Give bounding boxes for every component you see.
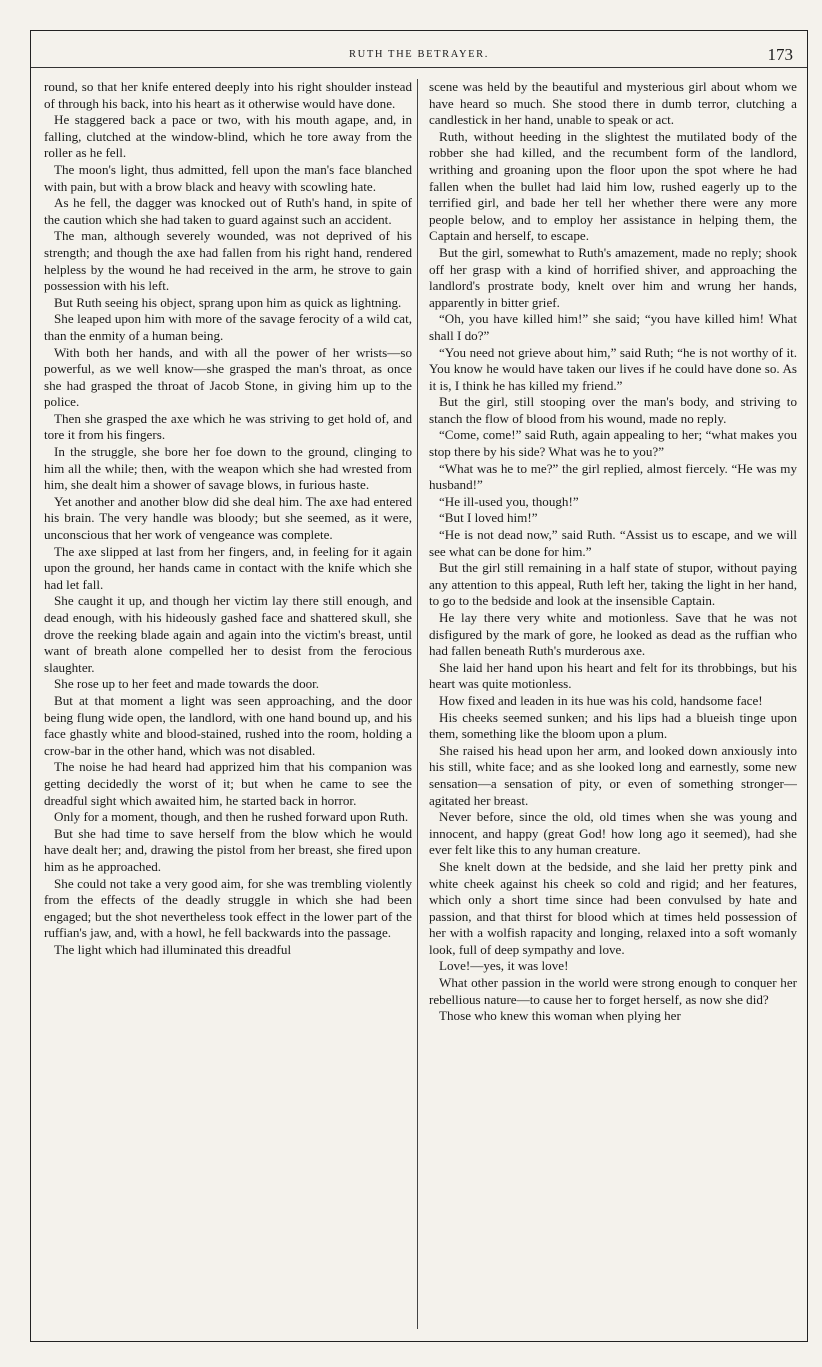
running-head: RUTH THE BETRAYER. [349,49,489,60]
paragraph: Those who knew this woman when plying her [439,1008,681,1024]
paragraph: Ruth, without heeding in the slightest the mutilated body of the robber she had killed, and the recumbent form of the landlord, writhing and groaning upon the floor upon the spot where he had fallen when the bullet had laid him low, rushed eagerly up to the terrified girl, and bade her tell her whether there were any more people below, and to employ her assistance in helping them, the Captain and herself, to escape. [429,128,797,244]
paragraph: Love!—yes, it was love! [439,958,569,974]
page-header [31,45,807,68]
book-page [30,30,808,1342]
paragraph: He staggered back a pace or two, with his mouth agape, and, in falling, clutched at the window-blind, which he tore away from the roller as he fell. [44,112,412,161]
paragraph: “Oh, you have killed him!” she said; “you have killed him! What shall I do?” [429,311,797,343]
paragraph: “You need not grieve about him,” said Ruth; “he is not worthy of it. You know he would have taken our lives if he could have done so. As it is, I think he has killed my friend.” [429,344,797,393]
column-divider [417,79,418,1329]
paragraph: The noise he had heard had apprized him that his companion was getting decidedly the worst of it; but when he came to see the dreadful sight which awaited him, he started back in horror. [44,759,412,808]
paragraph: “But I loved him!” [439,510,538,526]
paragraph: Only for a moment, though, and then he rushed forward upon Ruth. [54,809,409,825]
paragraph: His cheeks seemed sunken; and his lips had a blueish tinge upon them, something like the bloom upon a plum. [429,709,797,742]
paragraph: But the girl, somewhat to Ruth's amazement, made no reply; shook off her grasp with a kind of horrified shiver, and approaching the landlord's prostrate body, knelt over him and wrung her hands, apparently in bitter grief. [429,244,797,310]
paragraph: scene was held by the beautiful and mysterious girl about whom we have heard so much. She stood there in dumb terror, clutching a candlestick in her hand, unable to speak or act. [429,79,797,128]
left-column [44,79,412,1329]
paragraph: But Ruth seeing his object, sprang upon him as quick as lightning. [54,294,402,310]
paragraph: She could not take a very good aim, for she was trembling violently from the effects of the deadly struggle in which she had been engaged; but the shot nevertheless took effect in the lower part of the ruffian's jaw, and, with a howl, he fell backwards into the passage. [44,875,412,941]
paragraph: As he fell, the dagger was knocked out of Ruth's hand, in spite of the caution which she had taken to guard against such an accident. [44,195,412,227]
paragraph: But at that moment a light was seen approaching, and the door being flung wide open, the landlord, with one hand bound up, and his face ghastly white and blood-stained, rushed into the room, holding a crow-bar in the other hand, which was not disabled. [44,692,412,758]
paragraph: The axe slipped at last from her fingers, and, in feeling for it again upon the ground, her hands came in contact with the knife which she had let fall. [44,543,412,592]
paragraph: She rose up to her feet and made towards the door. [54,676,320,692]
paragraph: “He ill-used you, though!” [439,493,579,509]
right-column [429,79,797,1329]
paragraph: “What was he to me?” the girl replied, almost fiercely. “He was my husband!” [429,460,797,493]
paragraph: She raised his head upon her arm, and looked down anxiously into his still, white face; and as she looked long and earnestly, some new sensation—a sensation of pity, or even of something stronger—agitated her breast. [429,742,797,808]
paragraph: She laid her hand upon his heart and felt for its throbbings, but his heart was quite motionless. [429,659,797,692]
paragraph: With both her hands, and with all the power of her wrists—so powerful, as we well know—she grasped the man's throat, as once she had grasped the throat of Jacob Stone, in giving him up to the police. [44,344,412,410]
paragraph: Then she grasped the axe which he was striving to get hold of, and tore it from his fingers. [44,410,412,443]
paragraph: The moon's light, thus admitted, fell upon the man's face blanched with pain, but with a brow black and heavy with scowling hate. [44,161,412,194]
paragraph: She leaped upon him with more of the savage ferocity of a wild cat, than the enmity of a human being. [44,311,412,343]
paragraph: Never before, since the old, old times when she was young and innocent, and happy (great God! how long ago it seemed), had she ever felt like this to any human creature. [429,809,797,858]
paragraph: But the girl still remaining in a half state of stupor, without paying any attention to this appeal, Ruth left her, taking the light in her hand, to go to the bedside and look at the insensible Captain. [429,560,797,609]
paragraph: “Come, come!” said Ruth, again appealing to her; “what makes you stop there by his side? What was he to you?” [429,427,797,460]
paragraph: The man, although severely wounded, was not deprived of his strength; and though the axe had fallen from his right hand, rendered helpless by the wound he had received in the arm, he strove to gain possession with his left. [44,228,412,294]
paragraph: She caught it up, and though her victim lay there still enough, and dead enough, with his hideously gashed face and shattered skull, she drove the reeking blade again and again into the victim's breast, until want of breath alone compelled her to desist from the ferocious slaughter. [44,593,412,675]
paragraph: What other passion in the world were strong enough to conquer her rebellious nature—to cause her to forget herself, as now she did? [429,975,797,1007]
paragraph: How fixed and leaden in its hue was his cold, handsome face! [439,692,763,708]
paragraph: The light which had illuminated this dreadful [54,941,292,957]
page-number: 173 [767,45,793,64]
paragraph: He lay there very white and motionless. Save that he was not disfigured by the mark of gore, he looked as dead as the ruffian who had fallen beneath Ruth's murderous axe. [429,610,797,659]
paragraph: round, so that her knife entered deeply into his right shoulder instead of through his back, into his heart as it otherwise would have done. [44,79,412,111]
paragraph: But she had time to save herself from the blow which he would have dealt her; and, drawing the pistol from her breast, she fired upon him as he approached. [44,825,412,874]
paragraph: She knelt down at the bedside, and she laid her pretty pink and white cheek against his cheek so cold and rigid; and her features, which only a short time since had been convulsed by hate and passion, and that thirst for blood which at times held possession of her with a wolfish rapacity and longing, relaxed into a soft womanly look, full of deep sympathy and love. [429,858,797,957]
paragraph: But the girl, still stooping over the man's body, and striving to stanch the flow of blood from his wound, made no reply. [429,394,797,426]
paragraph: “He is not dead now,” said Ruth. “Assist us to escape, and we will see what can be done for him.” [429,527,797,559]
paragraph: In the struggle, she bore her foe down to the ground, clinging to him all the while; then, with the weapon which she had wrested from him, she dealt him a shower of savage blows, in furious haste. [44,444,412,493]
paragraph: Yet another and another blow did she deal him. The axe had entered his brain. The very handle was bloody; but she seemed, as it were, unconscious that her work of vengeance was complete. [44,493,412,543]
